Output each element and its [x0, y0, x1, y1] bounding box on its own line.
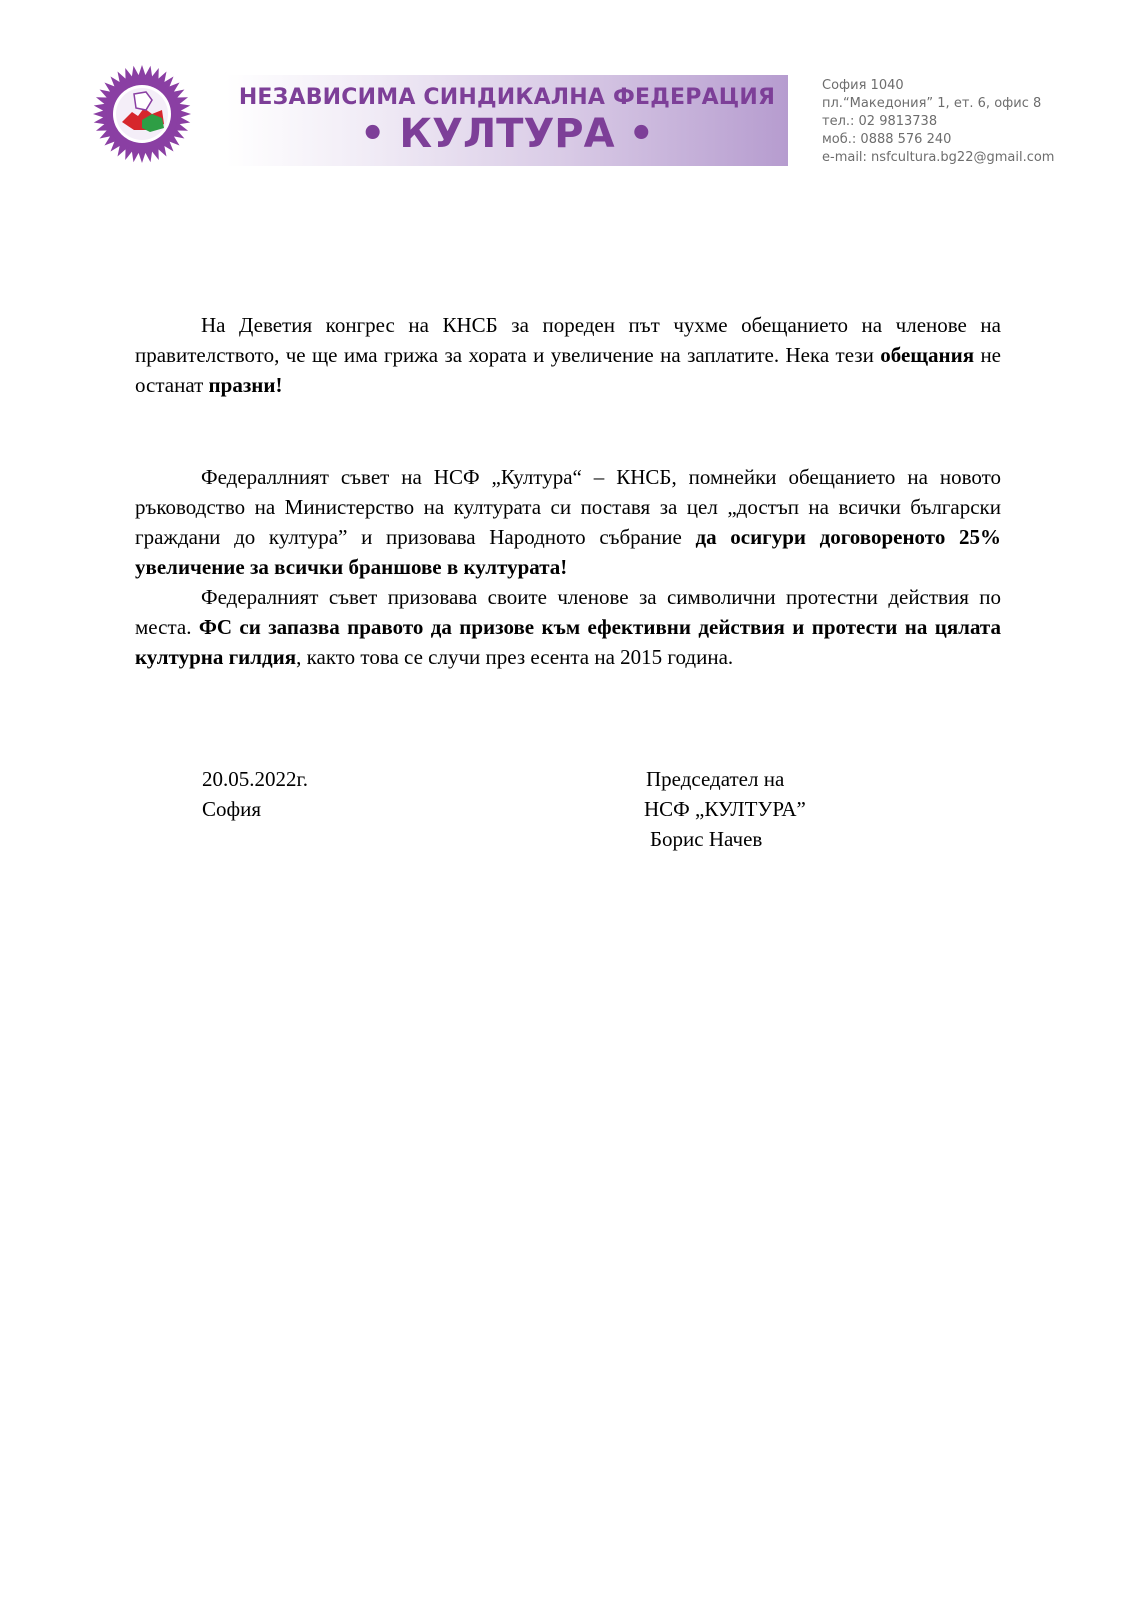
document-city: София [202, 797, 262, 821]
paragraph-bold-text: да осигури договореното 25% увеличение за всички браншове в културата! [135, 525, 1001, 579]
paragraph-congress [135, 310, 1001, 400]
signatory-name: Борис Начев [650, 827, 763, 851]
contact-block [822, 77, 1122, 167]
contact-mobile: моб.: 0888 576 240 [822, 132, 952, 147]
org-name-line1: НЕЗАВИСИМА СИНДИКАЛНА ФЕДЕРАЦИЯ [238, 85, 776, 110]
document-date: 20.05.2022г. [202, 767, 308, 791]
signatory-block [646, 764, 806, 854]
paragraph-text: Федералният съвет призовава своите членове за символични протестни действия по места. [135, 585, 1001, 639]
paragraph-protest [135, 582, 1001, 672]
date-place-block [202, 764, 308, 824]
union-emblem-icon [92, 64, 192, 164]
paragraph-bold-text: ФС си запазва правото да призове към ефективни действия и протести на цялата културна гилдия [135, 615, 1001, 669]
contact-address-street: пл.“Македония” 1, ет. 6, офис 8 [822, 96, 1042, 111]
contact-address-city: София 1040 [822, 78, 904, 93]
paragraph-federal-council [135, 462, 1001, 672]
signatory-title: Председател на [646, 767, 785, 791]
paragraph-bold-text: празни! [208, 373, 283, 397]
paragraph-text: не останат [135, 343, 1002, 397]
paragraph-text: На Деветия конгрес на КНСБ за пореден път чухме обещанието на членове на правителството, че ще има грижа за хората и увеличение на заплатите. Нека тези [135, 313, 1001, 367]
contact-phone: тел.: 02 9813738 [822, 114, 938, 129]
paragraph-text: Федераллният съвет на НСФ „Култура“ – КНСБ, помнейки обещанието на новото ръководство на Министерство на културата си поставя за цел „достъп на всички български граждани до култура” и призовава Народното събрание [135, 465, 1001, 549]
paragraph-text: , както това се случи през есента на 2015 година. [296, 645, 734, 669]
letterhead-banner [226, 75, 788, 166]
contact-email: e-mail: nsfcultura.bg22@gmail.com [822, 150, 1055, 165]
org-name-line2: • КУЛТУРА • [359, 111, 655, 157]
signatory-org: НСФ „КУЛТУРА” [644, 797, 806, 821]
paragraph-bold-text: обещания [880, 343, 975, 367]
